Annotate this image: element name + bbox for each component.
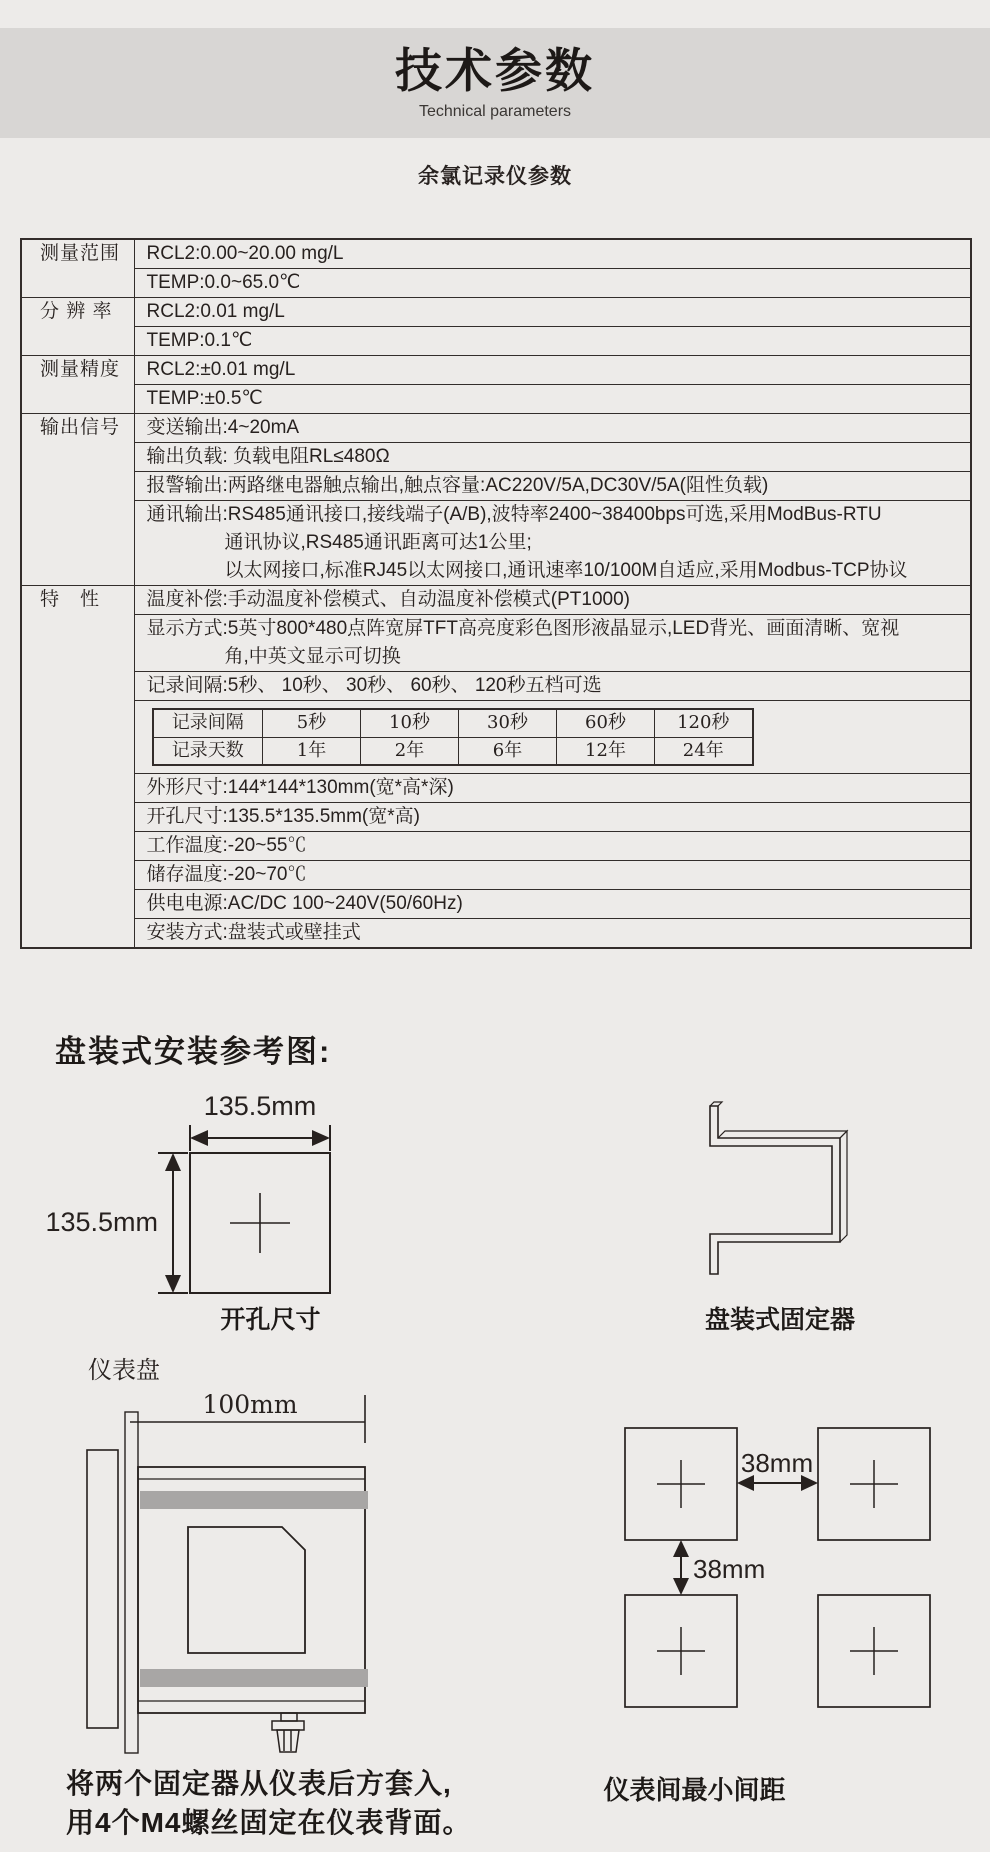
table-row	[21, 356, 971, 385]
bracket-side-face	[840, 1131, 847, 1242]
page-title: 技术参数	[395, 44, 595, 97]
table-row	[21, 672, 971, 701]
rec-cell: 10秒	[361, 709, 459, 737]
spacing-caption: 仪表间最小间距	[603, 1775, 786, 1805]
spec-value-line: 通讯协议,RS485通讯距离可达1公里;	[224, 532, 532, 553]
rec-cell: 记录间隔	[153, 709, 263, 737]
vertical-gap-label: 38mm	[693, 1554, 766, 1584]
table-row	[21, 239, 971, 269]
cutout-height-label: 135.5mm	[45, 1207, 158, 1237]
spec-value-display	[134, 615, 971, 672]
rec-cell: 记录天数	[153, 737, 263, 765]
spec-category-resolution: 分 辨 率	[21, 298, 134, 356]
table-row	[21, 414, 971, 443]
install-section-heading: 盘装式安装参考图:	[55, 1034, 332, 1069]
cutout-diagram	[40, 1085, 360, 1297]
spec-value-line: 通讯输出:RS485通讯接口,接线端子(A/B),波特率2400~38400bps可选,采用ModBus-RTU	[146, 504, 882, 525]
table-row	[21, 501, 971, 586]
rec-cell: 6年	[459, 737, 557, 765]
side-view-diagram	[60, 1385, 380, 1777]
spec-value: TEMP:0.1℃	[134, 327, 971, 356]
table-row	[21, 327, 971, 356]
spec-value-comm	[134, 501, 971, 586]
spec-value: 工作温度:-20~55℃	[134, 832, 971, 861]
header-band	[0, 28, 990, 138]
arrowhead-down-icon	[165, 1275, 181, 1293]
horizontal-gap-label: 38mm	[740, 1448, 814, 1478]
installation-note-line: 将两个固定器从仪表后方套入,	[66, 1768, 452, 1799]
page-subtitle: Technical parameters	[418, 103, 572, 120]
spacing-diagram	[600, 1415, 960, 1715]
spec-value: 外形尺寸:144*144*130mm(宽*高*深)	[134, 774, 971, 803]
spec-value-line: 角,中英文显示可切换	[224, 646, 401, 667]
record-interval-row	[153, 709, 753, 737]
table-row	[21, 803, 971, 832]
table-row	[21, 832, 971, 861]
table-row	[21, 298, 971, 327]
table-row	[21, 472, 971, 501]
spec-value: 供电电源:AC/DC 100~240V(50/60Hz)	[134, 890, 971, 919]
spec-category-features: 特 性	[21, 586, 134, 949]
rec-cell: 1年	[263, 737, 361, 765]
vertical-gap-arrow	[673, 1540, 689, 1595]
depth-dimension-label: 100mm	[202, 1390, 298, 1419]
spec-value: 储存温度:-20~70℃	[134, 861, 971, 890]
arrowhead-left-icon	[190, 1130, 208, 1146]
rec-cell: 5秒	[263, 709, 361, 737]
rec-cell: 12年	[557, 737, 655, 765]
rec-cell: 60秒	[557, 709, 655, 737]
terminal-cover	[188, 1527, 305, 1653]
panel-wall-hatched	[125, 1412, 138, 1753]
panel-label: 仪表盘	[88, 1357, 160, 1384]
record-days-row	[153, 737, 753, 765]
table-row	[21, 774, 971, 803]
installation-note	[66, 1764, 471, 1842]
spec-value: RCL2:0.01 mg/L	[134, 298, 971, 327]
installation-note-line: 用4个M4螺丝固定在仪表背面。	[66, 1807, 472, 1838]
spec-value-line: 以太网接口,标准RJ45以太网接口,通讯速率10/100M自适应,采用Modbus-TCP协议	[224, 560, 908, 581]
spec-category-measure-range: 测量范围	[21, 239, 134, 298]
rec-cell: 2年	[361, 737, 459, 765]
spec-table	[20, 238, 972, 949]
table-row	[21, 890, 971, 919]
spec-value-line: 显示方式:5英寸800*480点阵宽屏TFT高亮度彩色图形液晶显示,LED背光、画面清晰、宽视	[146, 618, 900, 639]
table-row	[21, 586, 971, 615]
table-row	[21, 269, 971, 298]
spec-value: TEMP:0.0~65.0℃	[134, 269, 971, 298]
cutout-width-label: 135.5mm	[203, 1091, 317, 1121]
spec-value: 报警输出:两路继电器触点输出,触点容量:AC220V/5A,DC30V/5A(阻性负载)	[134, 472, 971, 501]
spec-value: 记录间隔:5秒、 10秒、 30秒、 60秒、 120秒五档可选	[134, 672, 971, 701]
rec-cell: 30秒	[459, 709, 557, 737]
cutout-width-dimension	[190, 1125, 330, 1151]
bracket-top-face	[718, 1131, 847, 1138]
arrowhead-up-icon	[673, 1540, 689, 1557]
fixing-bracket-band-bottom	[140, 1669, 368, 1687]
rec-cell: 24年	[655, 737, 753, 765]
instrument-bezel	[87, 1450, 118, 1728]
table-row	[21, 443, 971, 472]
cable-gland	[272, 1713, 304, 1752]
cutout-caption: 开孔尺寸	[220, 1306, 321, 1334]
record-interval-table	[152, 708, 754, 766]
spec-category-accuracy: 测量精度	[21, 356, 134, 414]
spec-value: 温度补偿:手动温度补偿模式、自动温度补偿模式(PT1000)	[134, 586, 971, 615]
spec-value: 变送输出:4~20mA	[134, 414, 971, 443]
table-row	[21, 385, 971, 414]
cutout-height-dimension	[158, 1153, 188, 1293]
spec-value: RCL2:±0.01 mg/L	[134, 356, 971, 385]
spec-value: 开孔尺寸:135.5*135.5mm(宽*高)	[134, 803, 971, 832]
center-cross-mark	[230, 1193, 290, 1253]
spec-value: RCL2:0.00~20.00 mg/L	[134, 239, 971, 269]
bracket-caption: 盘装式固定器	[704, 1306, 855, 1334]
fixing-bracket-band-top	[140, 1491, 368, 1509]
table-row	[21, 919, 971, 949]
record-interval-cell	[134, 701, 971, 774]
spec-value: 输出负载: 负载电阻RL≤480Ω	[134, 443, 971, 472]
arrowhead-up-icon	[165, 1153, 181, 1171]
rec-cell: 120秒	[655, 709, 753, 737]
section-title: 余氯记录仪参数	[418, 165, 572, 188]
spec-value: 安装方式:盘装式或壁挂式	[134, 919, 971, 949]
table-row	[21, 861, 971, 890]
spec-value: TEMP:±0.5℃	[134, 385, 971, 414]
arrowhead-down-icon	[673, 1578, 689, 1595]
arrowhead-right-icon	[312, 1130, 330, 1146]
spec-category-output-signal: 输出信号	[21, 414, 134, 586]
table-row	[21, 615, 971, 672]
bracket-diagram	[700, 1100, 860, 1282]
table-row	[21, 701, 971, 774]
